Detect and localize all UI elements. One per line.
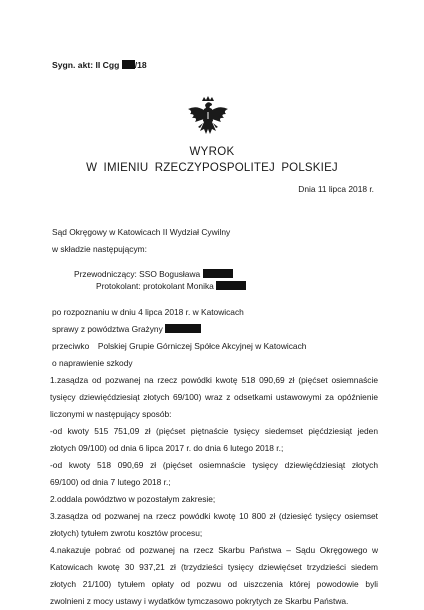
point-1-line: -od kwoty 515 751,09 zł (pięćset piętnaście tysięcy siedemset pięćdziesiąt jeden (50, 426, 378, 436)
point-4-line: 4.nakazuje pobrać od pozwanej na rzecz Skarbu Państwa – Sądu Okręgowego w (50, 545, 378, 555)
clerk-label: Protokolant: (96, 281, 141, 291)
judgment-title: WYROK (189, 146, 235, 158)
redaction-box (122, 60, 135, 69)
point-3-line: 3.zasądza od pozwanej na rzecz powódki kwotę 10 800 zł (dziesięć tysięcy osiemset (50, 511, 378, 521)
point-2-line: 2.oddala powództwo w pozostałym zakresie; (50, 494, 216, 504)
point-3-line: złotych) tytułem zwrotu kosztów procesu; (50, 528, 203, 538)
case-signature (52, 60, 147, 70)
point-4-line: złotych 21/100) tytułem opłaty od pozwu od uiszczenia której powodowie byli (50, 579, 378, 589)
case-from-line (52, 324, 201, 334)
judgment-date: Dnia 11 lipca 2018 r. (298, 184, 374, 194)
polish-eagle-icon (185, 95, 231, 141)
point-1-line: 1.zasądza od pozwanej na rzecz powódki kwotę 518 090,69 zł (pięćset osiemnaście (50, 375, 378, 385)
redaction-box (165, 324, 201, 333)
hearing-line: po rozpoznaniu w dniu 4 lipca 2018 r. w Katowicach (52, 307, 244, 317)
point-1-line: 69/100) od dnia 7 lutego 2018 r.; (50, 477, 171, 487)
point-1-line: liczonymi w następujący sposób: (50, 409, 172, 419)
point-4-line: Katowicach kwotę 30 937,21 zł (trzydzieści tysięcy dziewięćset trzydzieści siedem (50, 562, 378, 572)
case-signature-suffix: /18 (134, 60, 147, 70)
judgment-body (50, 372, 378, 610)
presiding-label: Przewodniczący: (74, 269, 137, 279)
court-name: Sąd Okręgowy w Katowicach II Wydział Cywilny (52, 227, 231, 237)
composition-line: w składzie następującym: (52, 244, 147, 254)
clerk-line (96, 281, 246, 291)
point-1-line: złotych 09/100) od dnia 6 lipca 2017 r. do dnia 6 lutego 2018 r.; (50, 443, 284, 453)
redaction-box (216, 281, 246, 290)
judgment-subtitle: W IMIENIU RZECZYPOSPOLITEJ POLSKIEJ (86, 162, 338, 174)
point-1-line: tysięcy dziewięćdziesiąt złotych 69/100) wraz z odsetkami ustawowymi za opóźnienie (50, 392, 378, 402)
case-from-text: sprawy z powództwa Grażyny (52, 324, 163, 334)
presiding-judge-line (74, 269, 233, 279)
defendant-line (52, 341, 306, 351)
against-label: przeciwko (52, 341, 90, 351)
clerk-name: protokolant Monika (143, 281, 214, 291)
defendant-name: Polskiej Grupie Górniczej Spółce Akcyjnej w Katowicach (97, 341, 307, 351)
point-1-line: -od kwoty 518 090,69 zł (pięćset osiemnaście tysięcy dziewięćdziesiąt złotych (50, 460, 378, 470)
redaction-box (203, 269, 233, 278)
point-4-line: zwolnieni z mocy ustawy i wydatków tymczasowo pokrytych ze Skarbu Państwa. (50, 596, 349, 606)
case-signature-prefix: Sygn. akt: II Cgg (52, 60, 120, 70)
claim-line: o naprawienie szkody (52, 358, 133, 368)
presiding-name: SSO Bogusława (139, 269, 201, 279)
